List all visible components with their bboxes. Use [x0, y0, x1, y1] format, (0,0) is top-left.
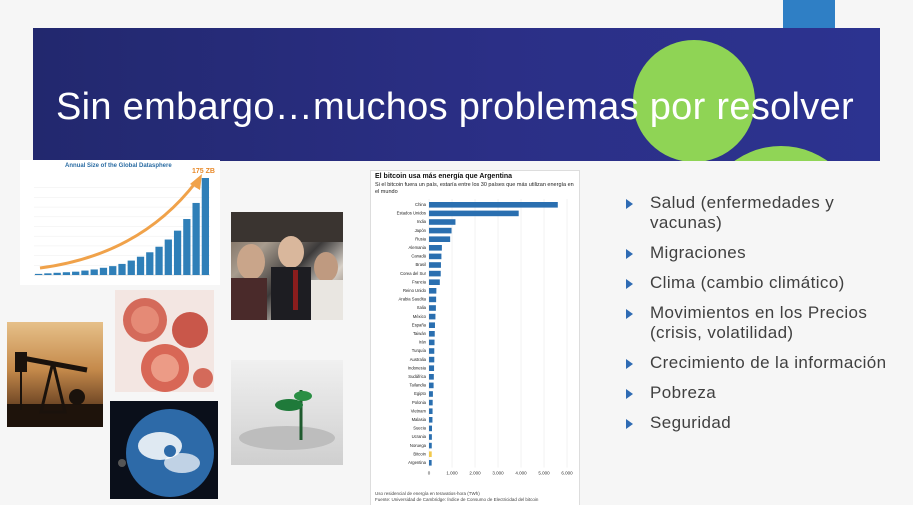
x-tick-label: 6.000 [561, 470, 573, 476]
oil-pump-photo [7, 322, 103, 427]
bullet-item [624, 273, 894, 293]
ds-bar [146, 252, 153, 275]
bullet-arrow-icon [626, 389, 633, 399]
category-label: Corea del Sur [400, 270, 426, 276]
data-bar [429, 228, 452, 234]
data-bar [429, 305, 436, 311]
bullet-text: Clima (cambio climático) [650, 273, 845, 292]
bullet-arrow-icon [626, 359, 633, 369]
bitcoin-energy-chart [370, 170, 580, 505]
ds-bar [128, 261, 135, 275]
ds-bar [192, 203, 199, 275]
stock-traders-photo [231, 212, 343, 320]
datasphere-chart-image [20, 160, 220, 285]
data-bar [429, 254, 441, 260]
data-bar [429, 262, 441, 268]
data-bar [429, 408, 433, 414]
category-label: Indonesia [407, 365, 426, 371]
category-label: Sudáfrica [408, 374, 426, 379]
chart-plot [371, 171, 579, 489]
x-tick-label: 2.000 [469, 470, 481, 476]
data-bar [429, 271, 441, 277]
ds-bar [44, 273, 51, 275]
category-label: Egipto [414, 391, 426, 397]
data-bar [429, 288, 436, 294]
category-label: Japón [414, 227, 426, 233]
bullet-text: Migraciones [650, 243, 747, 262]
category-label: Noruega [409, 442, 426, 448]
ds-bar [165, 240, 172, 275]
category-label: Polonia [412, 399, 426, 405]
category-label: Rusia [415, 236, 426, 242]
category-label: Canadá [411, 253, 426, 259]
category-label: Irán [418, 339, 426, 345]
traders-illustration [231, 212, 343, 320]
data-bar [429, 434, 432, 440]
category-label: Bitcoin [413, 451, 426, 457]
chart-title: El bitcoin usa más energía que Argentina [375, 173, 513, 180]
category-label: Arabia Saudita [398, 296, 426, 302]
ds-bar [100, 268, 107, 275]
bullet-arrow-icon [626, 309, 633, 319]
data-bar [429, 322, 435, 328]
data-bar [429, 426, 432, 432]
ds-bar [137, 257, 144, 275]
category-label: Taiwán [412, 331, 426, 336]
category-label: Tailandia [409, 382, 426, 388]
data-bar [429, 279, 440, 285]
category-label: Suecia [413, 425, 426, 431]
datasphere-bars [20, 160, 220, 285]
ds-bar [91, 269, 98, 275]
x-tick-label: 0 [427, 470, 431, 476]
x-tick-label: 1.000 [446, 470, 458, 476]
problem-list [624, 193, 894, 443]
data-bar [429, 245, 442, 251]
category-label: China [415, 202, 426, 207]
category-label: Alemania [408, 245, 426, 250]
category-label: México [412, 313, 426, 319]
x-tick-label: 3.000 [492, 470, 504, 476]
earth-illustration [110, 401, 218, 499]
oil-pump-illustration [7, 322, 103, 427]
ds-bar [183, 219, 190, 275]
data-bar [429, 443, 432, 449]
bullet-arrow-icon [626, 249, 633, 259]
category-label: Reino Unido [402, 288, 426, 293]
ds-bar [72, 272, 79, 275]
category-label: Italia [417, 305, 426, 311]
data-bar [429, 314, 435, 320]
ds-bar [81, 271, 88, 275]
bullet-item [624, 413, 894, 433]
data-bar [429, 383, 434, 389]
plant-sprout-photo [231, 360, 343, 465]
ds-bar [174, 231, 181, 275]
data-bar [429, 236, 450, 242]
chart-x-label: Uso residencial de energía en teravatios-hora (TWh) [375, 491, 480, 496]
bullet-item [624, 383, 894, 403]
data-bar [429, 460, 432, 466]
ds-bar [35, 274, 42, 275]
bullet-item [624, 353, 894, 373]
category-label: Argentina [408, 460, 426, 465]
category-label: India [416, 219, 426, 225]
bullet-arrow-icon [626, 279, 633, 289]
datasphere-title: Annual Size of the Global Datasphere [65, 163, 172, 169]
bullet-item [624, 243, 894, 263]
ds-bar [118, 264, 125, 275]
data-bar [429, 340, 435, 346]
bullet-text: Salud (enfermedades y vacunas) [650, 193, 835, 232]
data-bar [429, 297, 436, 303]
data-bar [429, 451, 432, 457]
category-label: Turquía [411, 348, 426, 354]
ds-bar [54, 273, 61, 275]
bullet-arrow-icon [626, 419, 633, 429]
category-label: Australia [409, 356, 426, 362]
chart-source: Fuente: Universidad de Cambridge: Índice de Consumo de Electricidad del bitcoin [375, 497, 539, 502]
bullet-item [624, 193, 894, 233]
bullet-text: Seguridad [650, 413, 732, 432]
x-tick-label: 5.000 [538, 470, 550, 476]
plant-illustration [231, 360, 343, 465]
datasphere-highlight-label: 175 ZB [192, 168, 215, 175]
data-bar [429, 219, 455, 225]
data-bar [429, 391, 433, 397]
category-label: España [411, 322, 426, 328]
category-label: Ucrania [411, 434, 426, 440]
bullet-item [624, 303, 894, 343]
slide-title: Sin embargo…muchos problemas por resolver [56, 86, 854, 128]
x-tick-label: 4.000 [515, 470, 527, 476]
data-bar [429, 365, 434, 371]
bullet-text: Crecimiento de la información [650, 353, 887, 372]
earth-hurricane-photo [110, 401, 218, 499]
ds-bar [109, 266, 116, 275]
bullet-arrow-icon [626, 199, 633, 209]
category-label: Malasia [411, 417, 426, 422]
virus-illustration [115, 290, 214, 392]
data-bar [429, 202, 558, 208]
virus-image [115, 290, 214, 392]
ds-growth-arrow [40, 182, 196, 268]
category-label: Estados Unidos [396, 210, 426, 216]
bullet-text: Pobreza [650, 383, 717, 402]
data-bar [429, 417, 432, 423]
ds-bar [63, 272, 70, 275]
category-label: Vietnam [410, 408, 426, 414]
data-bar [429, 211, 519, 217]
ds-bar [202, 178, 209, 275]
bullet-text: Movimientos en los Precios (crisis, volatilidad) [650, 303, 868, 342]
category-label: Francia [412, 279, 426, 285]
chart-subtitle: Si el bitcoin fuera un país, estaría entre los 30 países que más utilizan energía en el mundo [375, 182, 574, 195]
category-label: Brasil [415, 262, 426, 268]
ds-bar [155, 247, 162, 275]
data-bar [429, 348, 434, 354]
data-bar [429, 374, 434, 380]
data-bar [429, 400, 433, 406]
data-bar [429, 331, 435, 337]
data-bar [429, 357, 434, 363]
